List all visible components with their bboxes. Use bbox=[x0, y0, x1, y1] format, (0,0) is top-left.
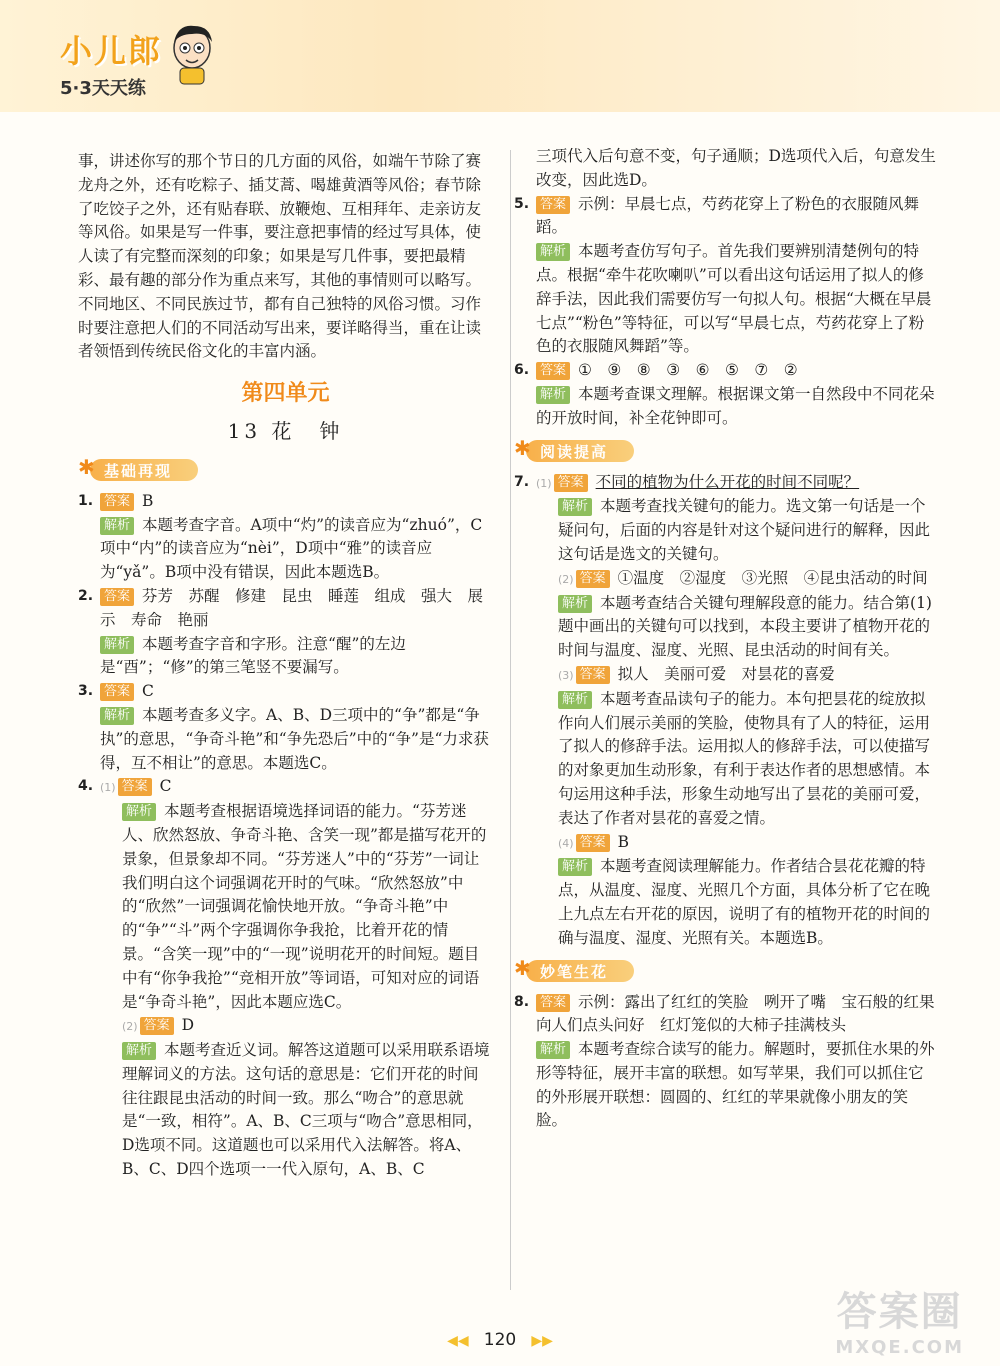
answer-tag: 答案 bbox=[576, 834, 610, 852]
prev-arrows-icon: ◀◀ bbox=[447, 1333, 469, 1349]
left-column bbox=[78, 150, 493, 1182]
explain-tag: 解析 bbox=[558, 498, 592, 516]
question-4 bbox=[78, 775, 493, 1182]
explain-text: 本题考查找关键句的能力。选文第一句话是一个疑问句，后面的内容是针对这个疑问进行的解释，因此这句话是选文的关键句。 bbox=[558, 497, 931, 563]
lesson-number: 13 bbox=[227, 418, 262, 443]
explain-text: 本题考查阅读理解能力。作者结合昙花花瓣的特点，从温度、湿度、光照几个方面，具体分析了它在晚上九点左右开花的原因，说明了有的植物开花的时间的确与温度、湿度、光照有关。本题选B。 bbox=[558, 857, 931, 947]
lesson-title bbox=[78, 420, 493, 444]
answer-tag: 答案 bbox=[536, 196, 570, 214]
explain-tag: 解析 bbox=[558, 691, 592, 709]
answer-tag: 答案 bbox=[100, 683, 134, 701]
explain-text: 本题考查仿写句子。首先我们要辨别清楚例句的特点。根据“牵牛花吹喇叭”可以看出这句话运用了拟人的修辞手法，因此我们需要仿写一句拟人句。根据“大概在早晨七点”“粉色”等特征，可以写“早晨七点，芍药花穿上了粉色的衣服随风舞蹈”等。 bbox=[536, 242, 932, 356]
answer-text: C bbox=[159, 777, 172, 796]
answer-text: 芬芳 苏醒 修建 昆虫 睡莲 组成 强大 展示 寿命 艳丽 bbox=[100, 586, 484, 629]
explain-tag: 解析 bbox=[100, 636, 134, 654]
unit-title: 第四单元 bbox=[241, 381, 330, 407]
star-icon: ✱ bbox=[78, 454, 95, 479]
explain-tag: 解析 bbox=[536, 243, 570, 261]
section-label: 妙笔生花 bbox=[540, 962, 609, 981]
question-3 bbox=[78, 680, 493, 775]
answer-tag: 答案 bbox=[100, 588, 134, 606]
sub-question-number: (4) bbox=[558, 836, 574, 850]
section-label: 基础再现 bbox=[104, 461, 173, 480]
explain-text: 本题考查根据语境选择词语的能力。“芬芳迷人、欣然怒放、争奇斗艳、含笑一现”都是描写花开的景象，但景象却不同。“芬芳迷人”中的“芬芳”一词让我们明白这个词强调花开时的气味。“欣然怒放”中的“欣然”一词强调花愉快地开放。“争奇斗艳”中的“争”“斗”两个字强调你争我抢，比着开花的情景。“含笑一现”中的“一现”说明花开的时间短。题目中有“你争我抢”“竞相开放”等词语，可知对应的词语是“争奇斗艳”，因此本题应选C。 bbox=[122, 802, 487, 1011]
brand-subtitle: 5·3天天练 bbox=[60, 78, 146, 99]
question-number: 1. bbox=[78, 492, 94, 509]
explain-text: 本题考查结合关键句理解段意的能力。结合第(1)题中画出的关键句可以找到，本段主要讲了植物开花的时间与温度、湿度、光照、昆虫活动的时间有关。 bbox=[558, 593, 932, 660]
lesson-name: 花 钟 bbox=[271, 418, 344, 443]
column-divider bbox=[510, 150, 511, 1290]
answer-text: C bbox=[142, 682, 154, 701]
answer-text: D bbox=[181, 1016, 195, 1035]
question-2 bbox=[78, 585, 493, 680]
question-number: 5. bbox=[514, 195, 530, 212]
explain-tag: 解析 bbox=[558, 858, 592, 876]
answer-text: 示例：早晨七点，芍药花穿上了粉色的衣服随风舞蹈。 bbox=[536, 194, 920, 237]
brand-name: 小儿郎 bbox=[60, 32, 163, 70]
sub-question-number: (3) bbox=[558, 668, 574, 682]
explain-tag: 解析 bbox=[100, 707, 134, 725]
star-icon: ✱ bbox=[514, 435, 531, 460]
question-number: 4. bbox=[78, 778, 94, 795]
watermark-url: MXQE.COM bbox=[835, 1337, 964, 1358]
answer-text: B bbox=[617, 832, 629, 851]
explain-text: 本题考查字音。A项中“灼”的读音应为“zhuó”，C项中“内”的读音应为“nèi”，D项中“雅”的读音应为“yǎ”。B项中没有错误，因此本题选B。 bbox=[100, 515, 483, 582]
section-label: 阅读提高 bbox=[540, 442, 609, 461]
brand-logo bbox=[60, 26, 162, 100]
continued-paragraph: 三项代入后句意不变，句子通顺；D选项代入后，句意发生改变，因此选D。 bbox=[536, 147, 936, 189]
sub-question-number: (1) bbox=[100, 781, 116, 795]
explain-tag: 解析 bbox=[536, 386, 570, 404]
answer-text: ① ⑨ ⑧ ③ ⑥ ⑤ ⑦ ② bbox=[578, 361, 798, 380]
answer-tag: 答案 bbox=[576, 666, 610, 684]
explain-tag: 解析 bbox=[122, 803, 156, 821]
question-6 bbox=[514, 359, 938, 430]
answer-tag: 答案 bbox=[576, 570, 610, 588]
explain-tag: 解析 bbox=[558, 595, 592, 613]
sub-question-number: (2) bbox=[558, 572, 574, 586]
answer-text: 不同的植物为什么开花的时间不同呢？ bbox=[595, 472, 860, 491]
next-arrows-icon: ▶▶ bbox=[531, 1333, 553, 1349]
question-7 bbox=[514, 471, 938, 951]
question-8 bbox=[514, 991, 938, 1134]
answer-text: B bbox=[142, 491, 154, 510]
sub-question-number: (1) bbox=[536, 476, 552, 490]
explain-text: 本题考查综合读写的能力。解题时，要抓住水果的外形等特征，展开丰富的联想。如写苹果，我们可以抓住它的外形展开联想：圆圆的、红红的苹果就像小朋友的笑脸。 bbox=[536, 1040, 935, 1130]
question-1 bbox=[78, 490, 493, 585]
answer-text: ①温度 ②湿度 ③光照 ④昆虫活动的时间 bbox=[617, 568, 928, 587]
star-icon: ✱ bbox=[514, 955, 531, 980]
question-number: 3. bbox=[78, 683, 94, 700]
question-number: 7. bbox=[514, 473, 530, 490]
boy-mascot-icon bbox=[166, 22, 218, 86]
intro-paragraph: 事，讲述你写的那个节日的几方面的风俗，如端午节除了赛龙舟之外，还有吃粽子、插艾蒿、喝雄黄酒等风俗；春节除了吃饺子之外，还有贴春联、放鞭炮、互相拜年、走亲访友等风俗。如果是写一件事，要注意把事情的经过写具体，使人读了有完整而深刻的印象；如果是写几件事，要把最精彩、最有趣的部分作为重点来写，其他的事情则可以略写。不同地区、不同民族过节，都有自己独特的风俗习惯。习作时要注意把人们的不同活动写出来，要详略得当，重在让读者领悟到传统民俗文化的丰富内涵。 bbox=[78, 152, 482, 361]
answer-tag: 答案 bbox=[100, 493, 134, 511]
question-number: 2. bbox=[78, 587, 94, 604]
right-column bbox=[514, 145, 938, 1133]
answer-tag: 答案 bbox=[536, 362, 570, 380]
watermark-title: 答案圈 bbox=[836, 1289, 963, 1335]
answer-tag: 答案 bbox=[554, 474, 588, 492]
answer-tag: 答案 bbox=[118, 778, 152, 796]
section-header-basics bbox=[78, 456, 493, 486]
explain-text: 本题考查品读句子的能力。本句把昙花的绽放拟作向人们展示美丽的笑脸，使物具有了人的特征，运用了拟人的修辞手法。运用拟人的修辞手法，可以使描写的对象更加生动形象，有利于表达作者的思想感情。本句运用这种手法，形象生动地写出了昙花的美丽可爱，表达了作者对昙花的喜爱之情。 bbox=[558, 689, 931, 827]
explain-text: 本题考查多义字。A、B、D三项中的“争”都是“争执”的意思，“争奇斗艳”和“争先恐后”中的“争”是“力求获得，互不相让”的意思。本题选C。 bbox=[100, 705, 489, 772]
page-header bbox=[0, 0, 1000, 112]
explain-text: 本题考查近义词。解答这道题可以采用联系语境理解词义的方法。这句话的意思是：它们开花的时间往往跟昆虫活动的时间一致。那么“吻合”的意思就是“一致，相符”。A、B、C三项与“吻合”意思相同，D选项不同。这道题也可以采用代入法解答。将A、B、C、D四个选项一一代入原句，A、B、C bbox=[122, 1041, 490, 1179]
explain-text: 本题考查课文理解。根据课文第一自然段中不同花朵的开放时间，补全花钟即可。 bbox=[536, 384, 935, 427]
question-number: 8. bbox=[514, 993, 530, 1010]
explain-tag: 解析 bbox=[536, 1041, 570, 1059]
question-number: 6. bbox=[514, 362, 530, 379]
section-header-writing bbox=[514, 957, 938, 987]
section-header-reading bbox=[514, 437, 938, 467]
explain-tag: 解析 bbox=[100, 517, 134, 535]
watermark bbox=[835, 1280, 964, 1358]
answer-text: 拟人 美丽可爱 对昙花的喜爱 bbox=[617, 664, 835, 683]
answer-tag: 答案 bbox=[140, 1017, 174, 1035]
answer-text: 示例：露出了红红的笑脸 咧开了嘴 宝石般的红果向人们点头问好 红灯笼似的大柿子挂满枝头 bbox=[536, 992, 935, 1035]
page-number: 120 bbox=[483, 1330, 517, 1350]
explain-tag: 解析 bbox=[122, 1042, 156, 1060]
question-5 bbox=[514, 193, 938, 360]
explain-text: 本题考查字音和字形。注意“醒”的左边是“酉”；“修”的第三笔竖不要漏写。 bbox=[100, 634, 406, 677]
answer-tag: 答案 bbox=[536, 994, 570, 1012]
sub-question-number: (2) bbox=[122, 1020, 138, 1034]
